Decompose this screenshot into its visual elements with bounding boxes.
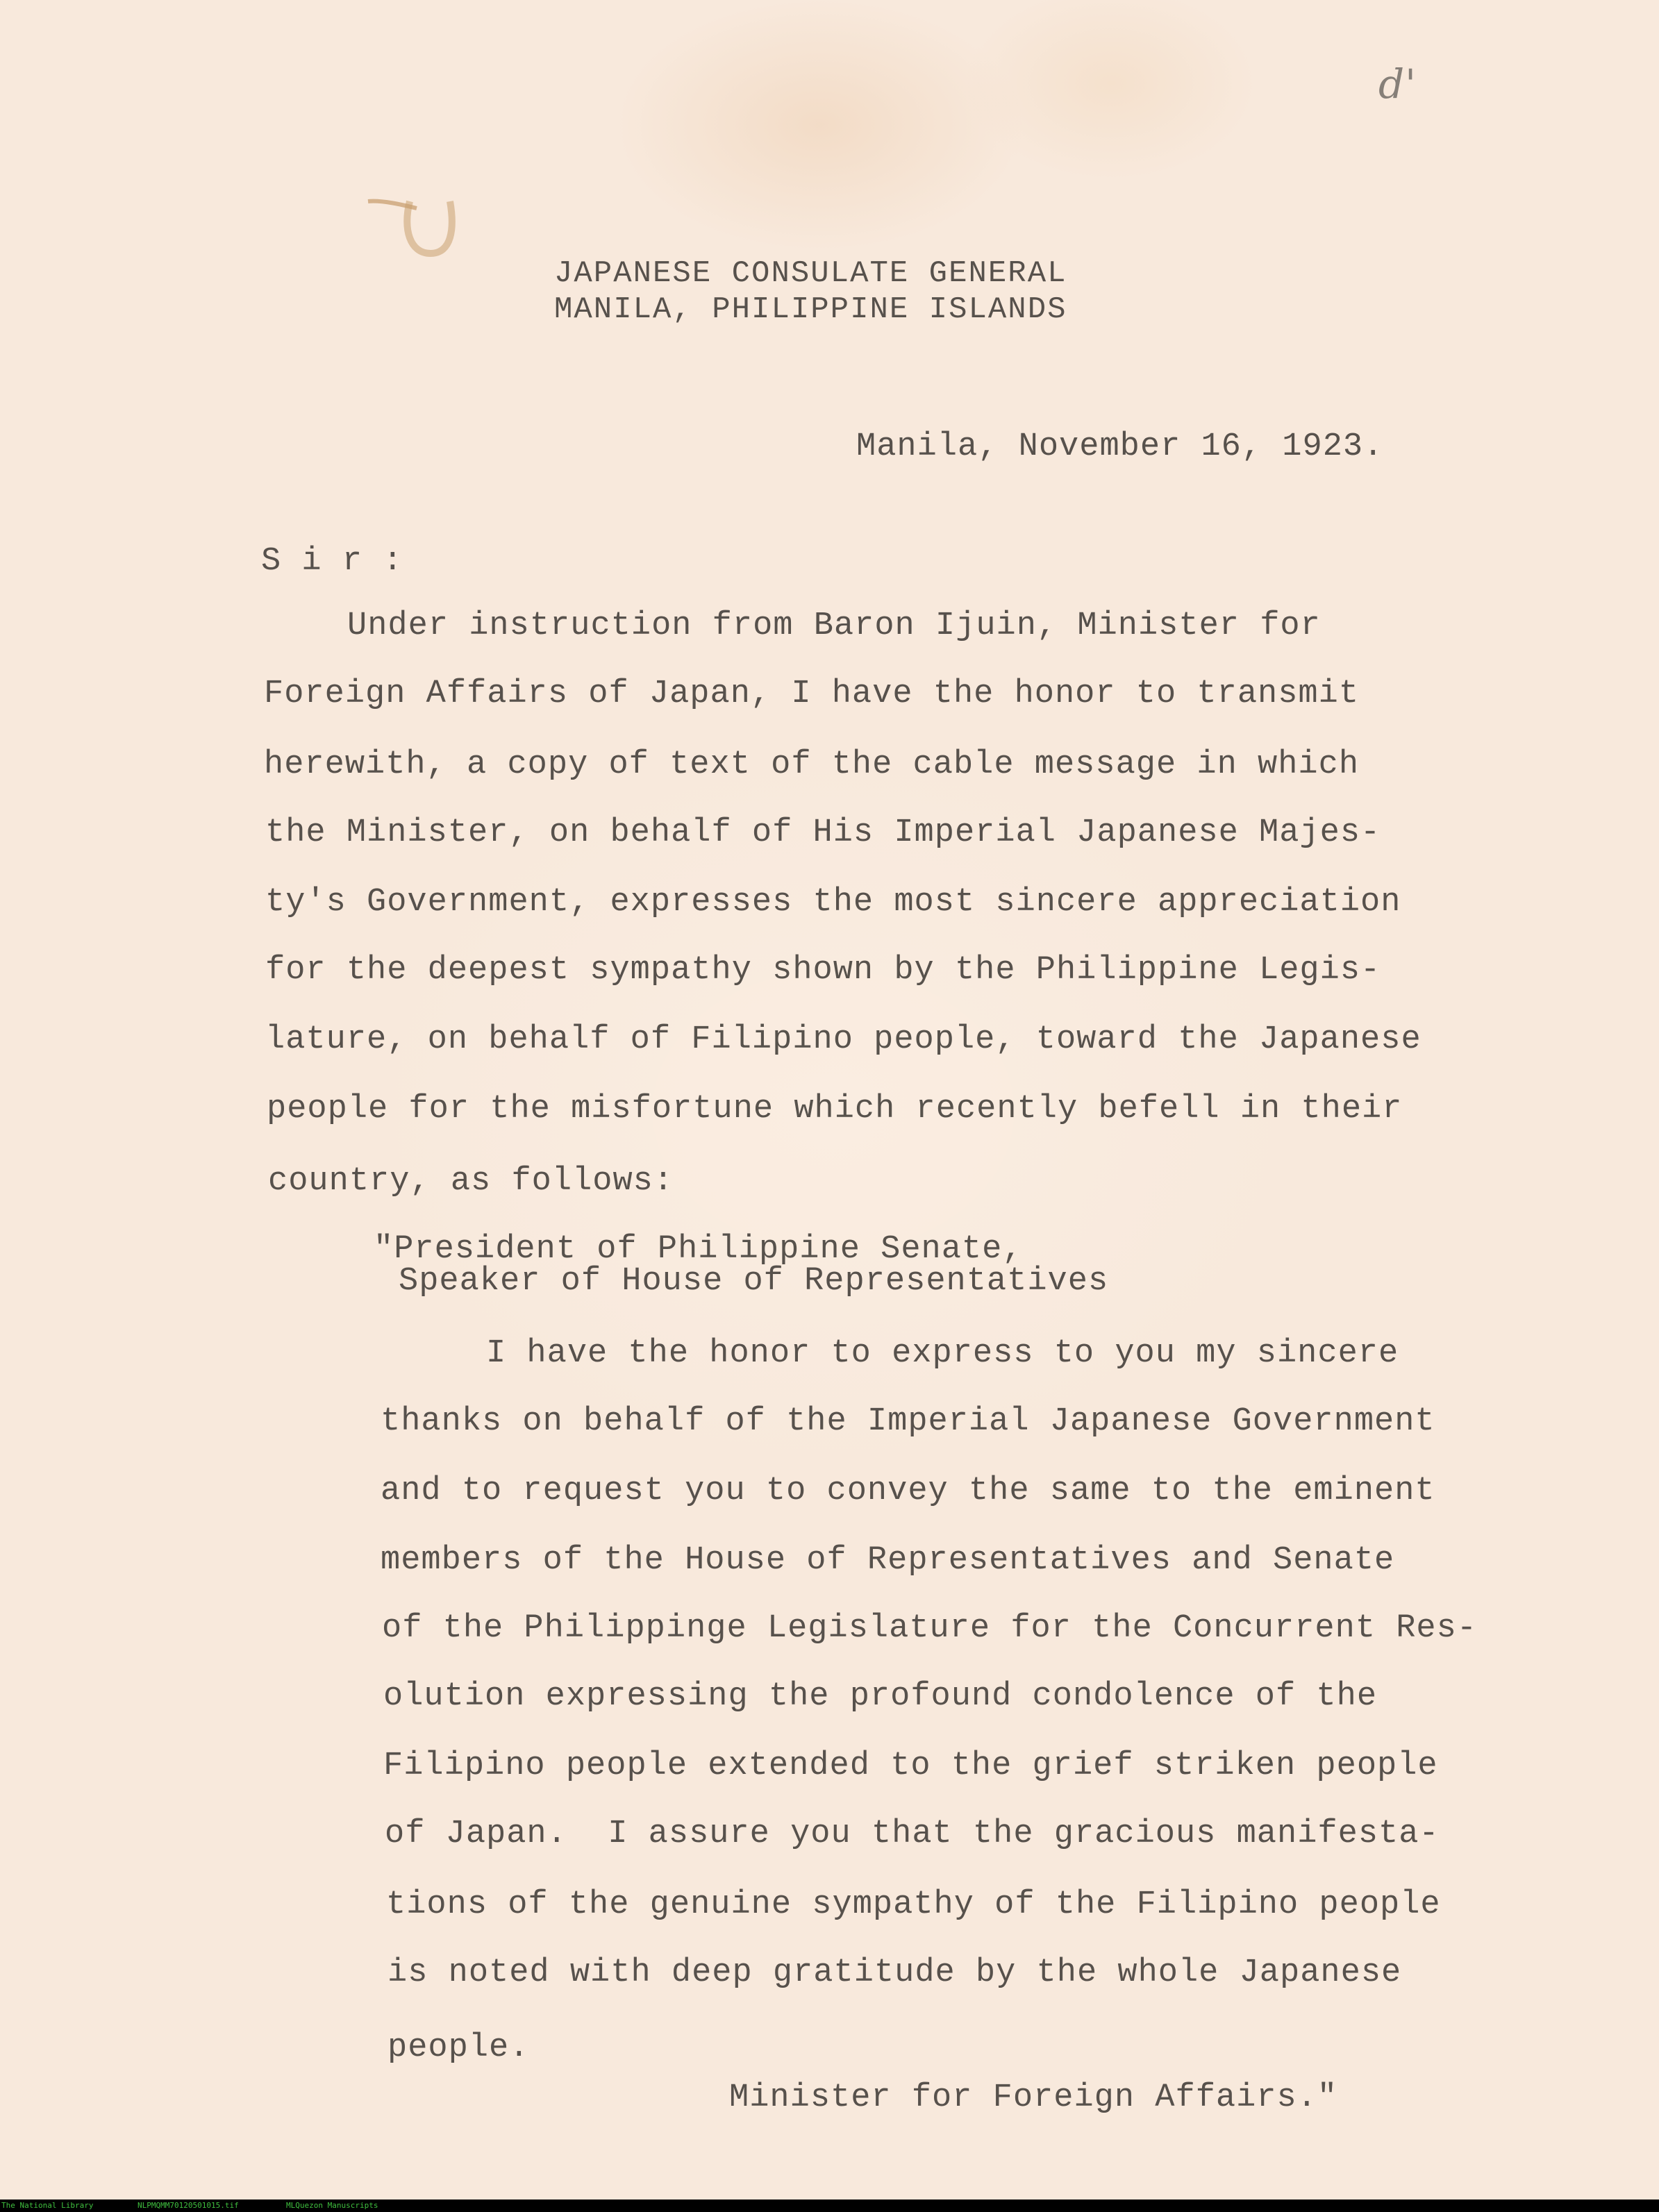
cable-address-line: "President of Philippine Senate,: [374, 1231, 1023, 1268]
cable-line: olution expressing the profound condolence of the: [383, 1678, 1378, 1715]
body-line: country, as follows:: [268, 1163, 674, 1200]
cable-line: members of the House of Representatives and Senate: [381, 1542, 1395, 1579]
cable-line: people.: [387, 2029, 530, 2066]
cable-address-line: Speaker of House of Representatives: [399, 1263, 1109, 1300]
cable-line: thanks on behalf of the Imperial Japanese Government: [381, 1403, 1435, 1440]
footer-collection: MLQuezon Manuscripts: [286, 2201, 378, 2210]
cable-line: is noted with deep gratitude by the whole Japanese: [387, 1954, 1402, 1991]
cable-signature: Minister for Foreign Affairs.": [729, 2079, 1338, 2116]
cable-line: Filipino people extended to the grief striken people: [383, 1748, 1438, 1784]
body-line: ty's Government, expresses the most sincere appreciation: [265, 884, 1401, 921]
letterhead-line-1: JAPANESE CONSULATE GENERAL: [554, 256, 1067, 291]
cable-line: tions of the genuine sympathy of the Filipino people: [386, 1886, 1441, 1923]
tape-stain-mark: [361, 187, 465, 264]
corner-pencil-mark: d': [1378, 60, 1417, 108]
body-line: the Minister, on behalf of His Imperial Japanese Majes-: [265, 814, 1381, 851]
body-line: Foreign Affairs of Japan, I have the honor to transmit: [264, 676, 1360, 712]
cable-line: of Japan. I assure you that the gracious manifesta-: [385, 1816, 1440, 1852]
body-line: Under instruction from Baron Ijuin, Minister for: [347, 608, 1321, 644]
salutation: S i r :: [261, 543, 403, 580]
footer-library: The National Library: [1, 2201, 94, 2210]
body-line: lature, on behalf of Filipino people, toward the Japanese: [265, 1021, 1422, 1058]
scan-footer-bar: [0, 2200, 1659, 2212]
date-line: Manila, November 16, 1923.: [856, 428, 1384, 465]
letterhead-line-2: MANILA, PHILIPPINE ISLANDS: [554, 292, 1067, 327]
footer-file: NLPMQMM70120501015.tif: [137, 2201, 239, 2210]
cable-line: of the Philippinge Legislature for the Concurrent Res-: [382, 1610, 1478, 1647]
cable-line: and to request you to convey the same to the eminent: [381, 1473, 1435, 1509]
body-line: for the deepest sympathy shown by the Philippine Legis-: [265, 952, 1381, 989]
body-line: herewith, a copy of text of the cable message in which: [264, 746, 1360, 783]
cable-line: I have the honor to express to you my sincere: [486, 1335, 1399, 1372]
body-line: people for the misfortune which recently befell in their: [267, 1091, 1403, 1128]
